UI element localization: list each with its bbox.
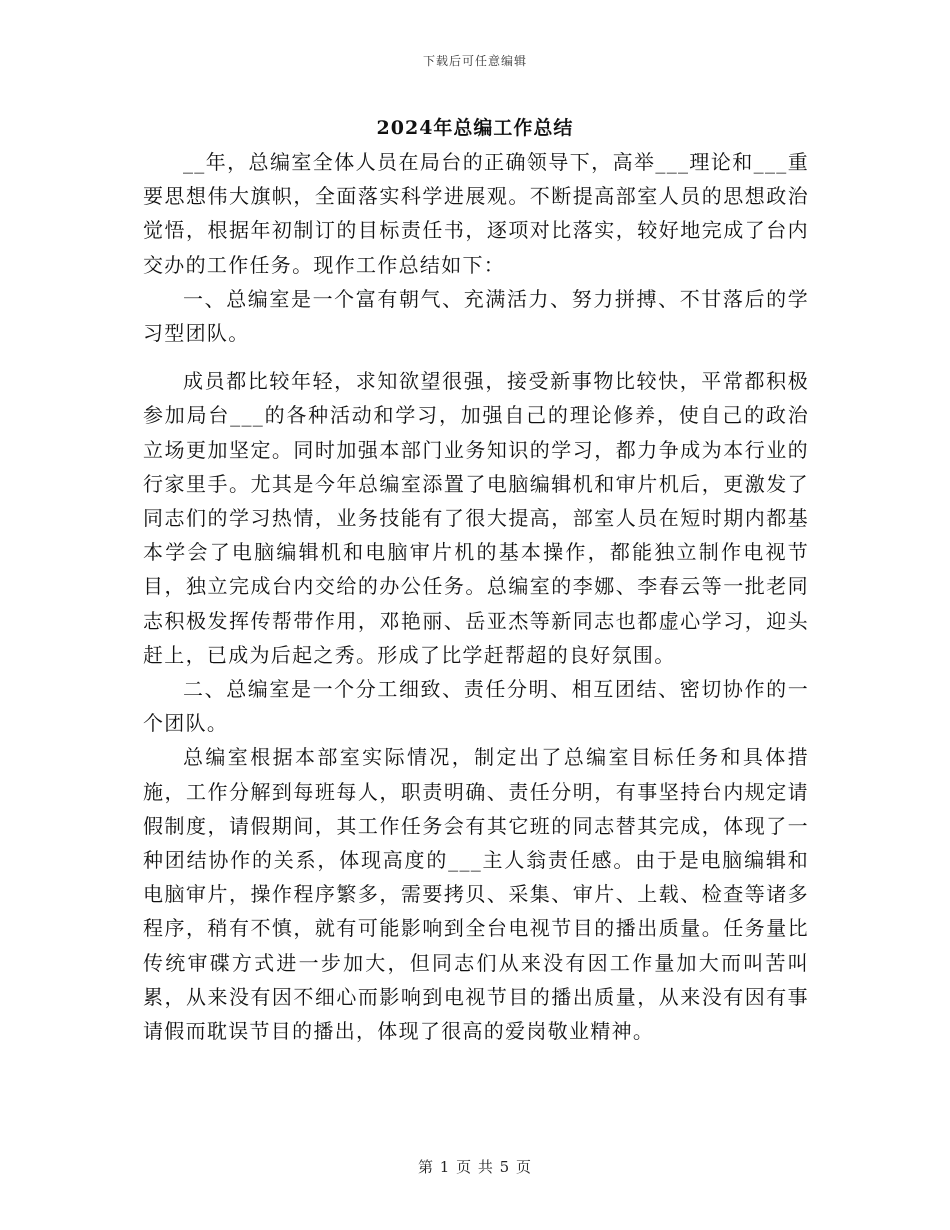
document-title: 2024年总编工作总结: [376, 117, 574, 139]
paragraph-intro: __年，总编室全体人员在局台的正确领导下，高举___理论和___重要思想伟大旗帜，全面落实科学进展观。不断提高部室人员的思想政治觉悟，根据年初制订的目标责任书，逐项对比落实，较好地完成了台内交办的工作任务。现作工作总结如下：: [143, 150, 809, 277]
page-footer: 第 1 页 共 5 页: [418, 1158, 532, 1176]
document-body: [143, 145, 809, 1048]
paragraph-section-1: 成员都比较年轻，求知欲望很强，接受新事物比较快，平常都积极参加局台___的各种活动和学习，加强自己的理论修养，使自己的政治立场更加坚定。同时加强本部门业务知识的学习，都力争成为本行业的行家里手。尤其是今年总编室添置了电脑编辑机和审片机后，更激发了同志们的学习热情，业务技能有了很大提高，部室人员在短时期内都基本学会了电脑编辑机和电脑审片机的基本操作，都能独立制作电视节目，独立完成台内交给的办公任务。总编室的李娜、李春云等一批老同志积极发挥传帮带作用，邓艳丽、岳亚杰等新同志也都虚心学习，迎头赶上，已成为后起之秀。形成了比学赶帮超的良好氛围。: [143, 369, 809, 667]
section-heading-2: 二、总编室是一个分工细致、责任分明、相互团结、密切协作的一个团队。: [143, 677, 809, 736]
section-heading-1: 一、总编室是一个富有朝气、充满活力、努力拼搏、不甘落后的学习型团队。: [143, 286, 809, 346]
header-note: 下载后可任意编辑: [422, 54, 527, 68]
paragraph-section-2: 总编室根据本部室实际情况，制定出了总编室目标任务和具体措施，工作分解到每班每人，职责明确、责任分明，有事坚持台内规定请假制度，请假期间，其工作任务会有其它班的同志替其完成，体现了一种团结协作的关系，体现高度的___主人翁责任感。由于是电脑编辑和电脑审片，操作程序繁多，需要拷贝、采集、审片、上载、检查等诸多程序，稍有不慎，就有可能影响到全台电视节目的播出质量。任务量比传统审碟方式进一步加大，但同志们从来没有因工作量加大而叫苦叫累，从来没有因不细心而影响到电视节目的播出质量，从来没有因有事请假而耽误节目的播出，体现了很高的爱岗敬业精神。: [143, 745, 809, 1044]
